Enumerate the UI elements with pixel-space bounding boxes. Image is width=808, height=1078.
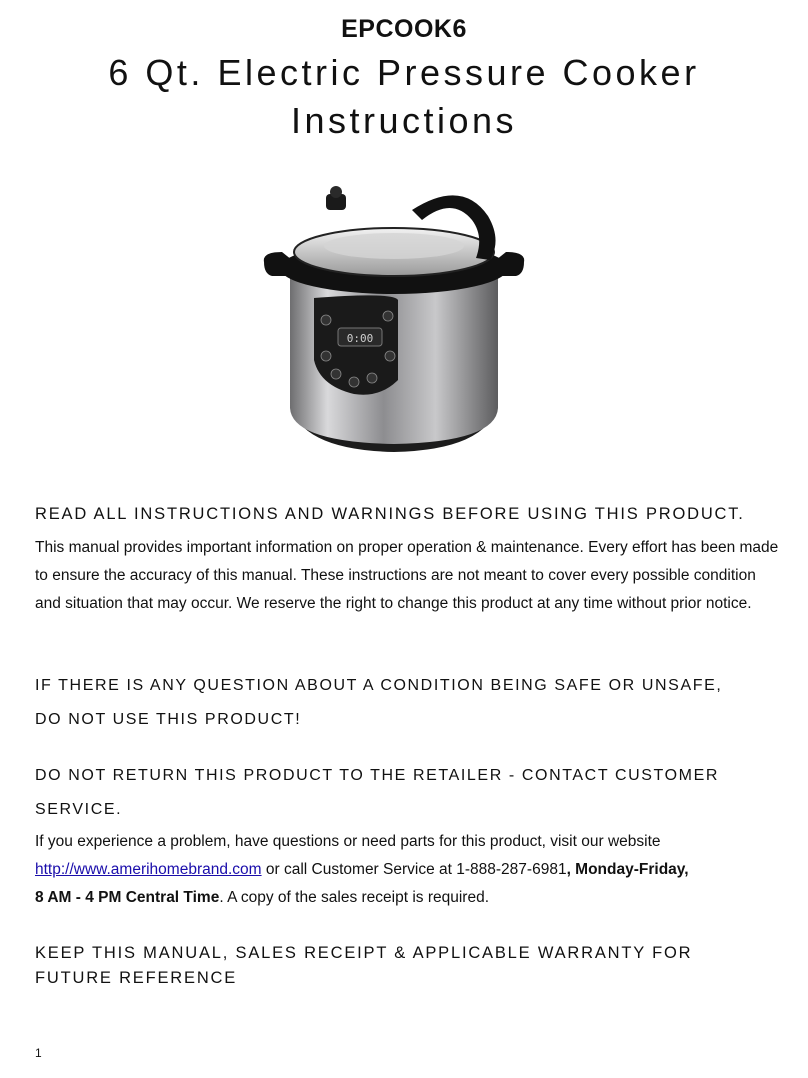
display-readout: 0:00 bbox=[346, 332, 374, 345]
return-notice-line2: SERVICE. bbox=[35, 801, 123, 818]
website-link[interactable]: http://www.amerihomebrand.com bbox=[35, 861, 262, 878]
safety-question-line2: DO NOT USE THIS PRODUCT! bbox=[35, 711, 302, 728]
service-intro: If you experience a problem, have questions or need parts for this product, visit our website bbox=[35, 833, 661, 850]
page-number: 1 bbox=[35, 1046, 42, 1060]
keep-manual-line2: FUTURE REFERENCE bbox=[35, 969, 238, 987]
model-number: EPCOOK6 bbox=[341, 15, 467, 43]
receipt-requirement: . A copy of the sales receipt is required. bbox=[219, 889, 490, 906]
pressure-cooker-illustration bbox=[262, 180, 526, 460]
page-title-line1: 6 Qt. Electric Pressure Cooker bbox=[108, 52, 700, 93]
manual-intro-paragraph: This manual provides important information on proper operation & maintenance. Every effort has been made to ensure the accuracy of this manual. These instructions are not meant to cover every possible condition and situation that may occur. We reserve the right to change this product at any time without prior notice. bbox=[35, 539, 779, 612]
service-hours-1: , Monday-Friday, bbox=[566, 861, 689, 878]
keep-manual-line1: KEEP THIS MANUAL, SALES RECEIPT & APPLICABLE WARRANTY FOR bbox=[35, 944, 693, 962]
read-all-warning: READ ALL INSTRUCTIONS AND WARNINGS BEFORE USING THIS PRODUCT. bbox=[35, 505, 745, 523]
service-call-text: or call Customer Service at 1-888-287-6981 bbox=[261, 861, 567, 878]
customer-service-paragraph bbox=[35, 828, 780, 912]
pressure-cooker-image bbox=[262, 180, 526, 460]
return-notice-line1: DO NOT RETURN THIS PRODUCT TO THE RETAILER - CONTACT CUSTOMER bbox=[35, 767, 720, 784]
safety-question-line1: IF THERE IS ANY QUESTION ABOUT A CONDITION BEING SAFE OR UNSAFE, bbox=[35, 677, 723, 694]
service-hours-2: 8 AM - 4 PM Central Time bbox=[35, 889, 220, 906]
page-title-line2: Instructions bbox=[290, 100, 518, 141]
